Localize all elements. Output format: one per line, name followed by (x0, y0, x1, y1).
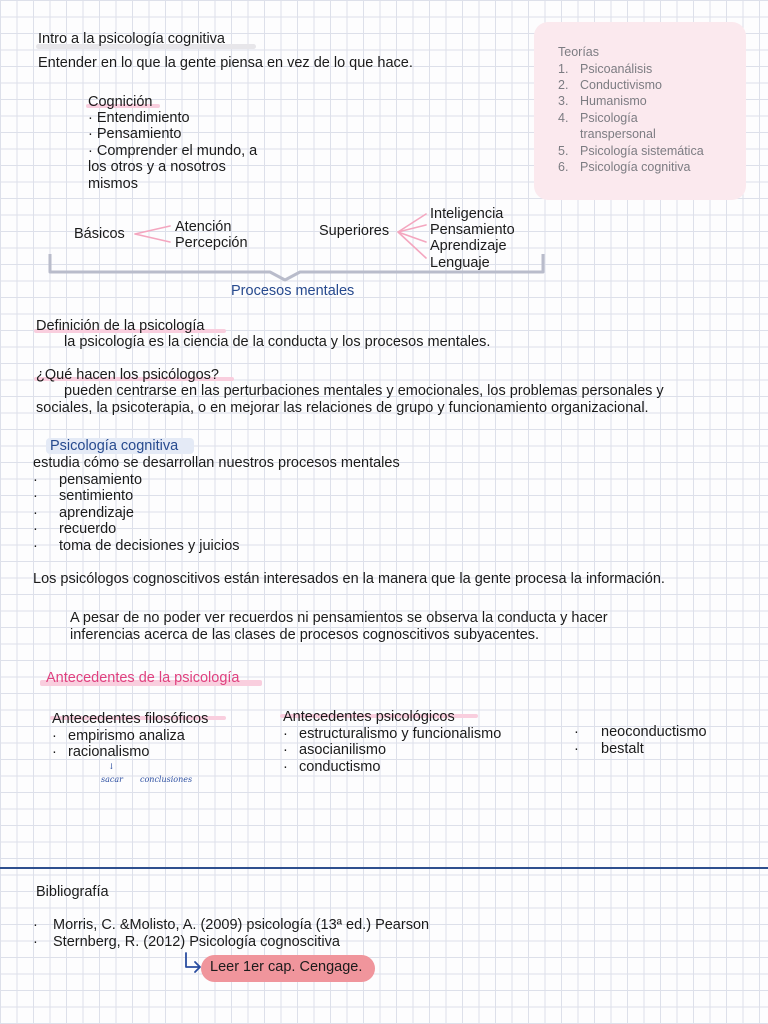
scribble-note: conclusiones (140, 775, 193, 784)
superiores-label: Superiores (319, 223, 390, 239)
list-item: · sentimiento (33, 488, 134, 504)
basicos-item: Atención (175, 219, 232, 235)
procesos-diagram (0, 200, 768, 290)
basicos-item: Percepción (175, 235, 248, 251)
teorias-item: 6. Psicología cognitiva (558, 160, 691, 174)
psicologicos-title: Antecedentes psicológicos (283, 709, 455, 725)
teorias-item: 5. Psicología sistemática (558, 144, 704, 158)
bibliografia-item: · Morris, C. &Molisto, A. (2009) psicología (13ª ed.) Pearson (33, 917, 430, 933)
list-item: · aprendizaje (33, 505, 134, 521)
superiores-item: Aprendizaje (430, 238, 507, 254)
definicion-text: la psicología es la ciencia de la conducta y los procesos mentales. (64, 334, 491, 350)
bibliografia-title: Bibliografía (36, 884, 109, 900)
list-item: · recuerdo (33, 521, 117, 537)
superiores-item: Inteligencia (430, 206, 504, 222)
list-item: · conductismo (283, 759, 381, 775)
definicion-title: Definición de la psicología (36, 318, 205, 334)
list-item: · bestalt (574, 741, 644, 757)
que-hacen-title: ¿Qué hacen los psicólogos? (36, 367, 219, 383)
bibliografia-item: · Sternberg, R. (2012) Psicología cognoscitiva (33, 934, 340, 950)
cognicion-item: · Entendimiento (88, 110, 190, 126)
section-divider (0, 867, 768, 869)
list-item: · pensamiento (33, 472, 143, 488)
list-item: · estructuralismo y funcionalismo (283, 726, 502, 742)
scribble-note: sacar (101, 775, 123, 784)
list-item: · empirismo analiza (52, 728, 185, 744)
list-item: · neoconductismo (574, 724, 707, 740)
paragraph: Los psicólogos cognoscitivos están interesados en la manera que la gente procesa la información. (33, 571, 665, 587)
teorias-item: 2. Conductivismo (558, 78, 662, 92)
paragraph: inferencias acerca de las clases de procesos cognoscitivos subyacentes. (70, 627, 540, 643)
teorias-title: Teorías (558, 45, 599, 59)
basicos-label: Básicos (74, 226, 125, 242)
cognicion-item: · Comprender el mundo, a (88, 143, 258, 159)
que-hacen-line: sociales, la psicoterapia, o en mejorar las relaciones de grupo y funcionamiento organizacional. (36, 400, 649, 416)
teorias-item: 1. Psicoanálisis (558, 62, 653, 76)
cognicion-item: mismos (88, 176, 138, 192)
page-subtitle: Entender en lo que la gente piensa en vez de lo que hace. (38, 55, 413, 71)
scribble-mark: ↓ (108, 762, 115, 771)
list-item: · toma de decisiones y juicios (33, 538, 240, 554)
cognicion-item: · Pensamiento (88, 126, 182, 142)
que-hacen-line: pueden centrarse en las perturbaciones mentales y emocionales, los problemas personales y (64, 383, 664, 399)
procesos-caption: Procesos mentales (231, 283, 355, 299)
psicologia-cognitiva-intro: estudia cómo se desarrollan nuestros procesos mentales (33, 455, 400, 471)
list-item: · racionalismo (52, 744, 150, 760)
teorias-item: 3. Humanismo (558, 94, 647, 108)
psicologia-cognitiva-title: Psicología cognitiva (50, 438, 179, 454)
cognicion-title: Cognición (88, 94, 153, 110)
antecedentes-title: Antecedentes de la psicología (46, 670, 240, 686)
filosoficos-title: Antecedentes filosóficos (52, 711, 209, 727)
superiores-item: Lenguaje (430, 255, 490, 271)
list-item: · asocianilismo (283, 742, 387, 758)
teorias-item: transpersonal (580, 127, 656, 141)
bibliografia-note: Leer 1er cap. Cengage. (210, 959, 363, 975)
page-title: Intro a la psicología cognitiva (38, 31, 225, 47)
teorias-item: 4. Psicología (558, 111, 638, 125)
paragraph: A pesar de no poder ver recuerdos ni pensamientos se observa la conducta y hacer (70, 610, 608, 626)
superiores-item: Pensamiento (430, 222, 515, 238)
cognicion-item: los otros y a nosotros (88, 159, 226, 175)
